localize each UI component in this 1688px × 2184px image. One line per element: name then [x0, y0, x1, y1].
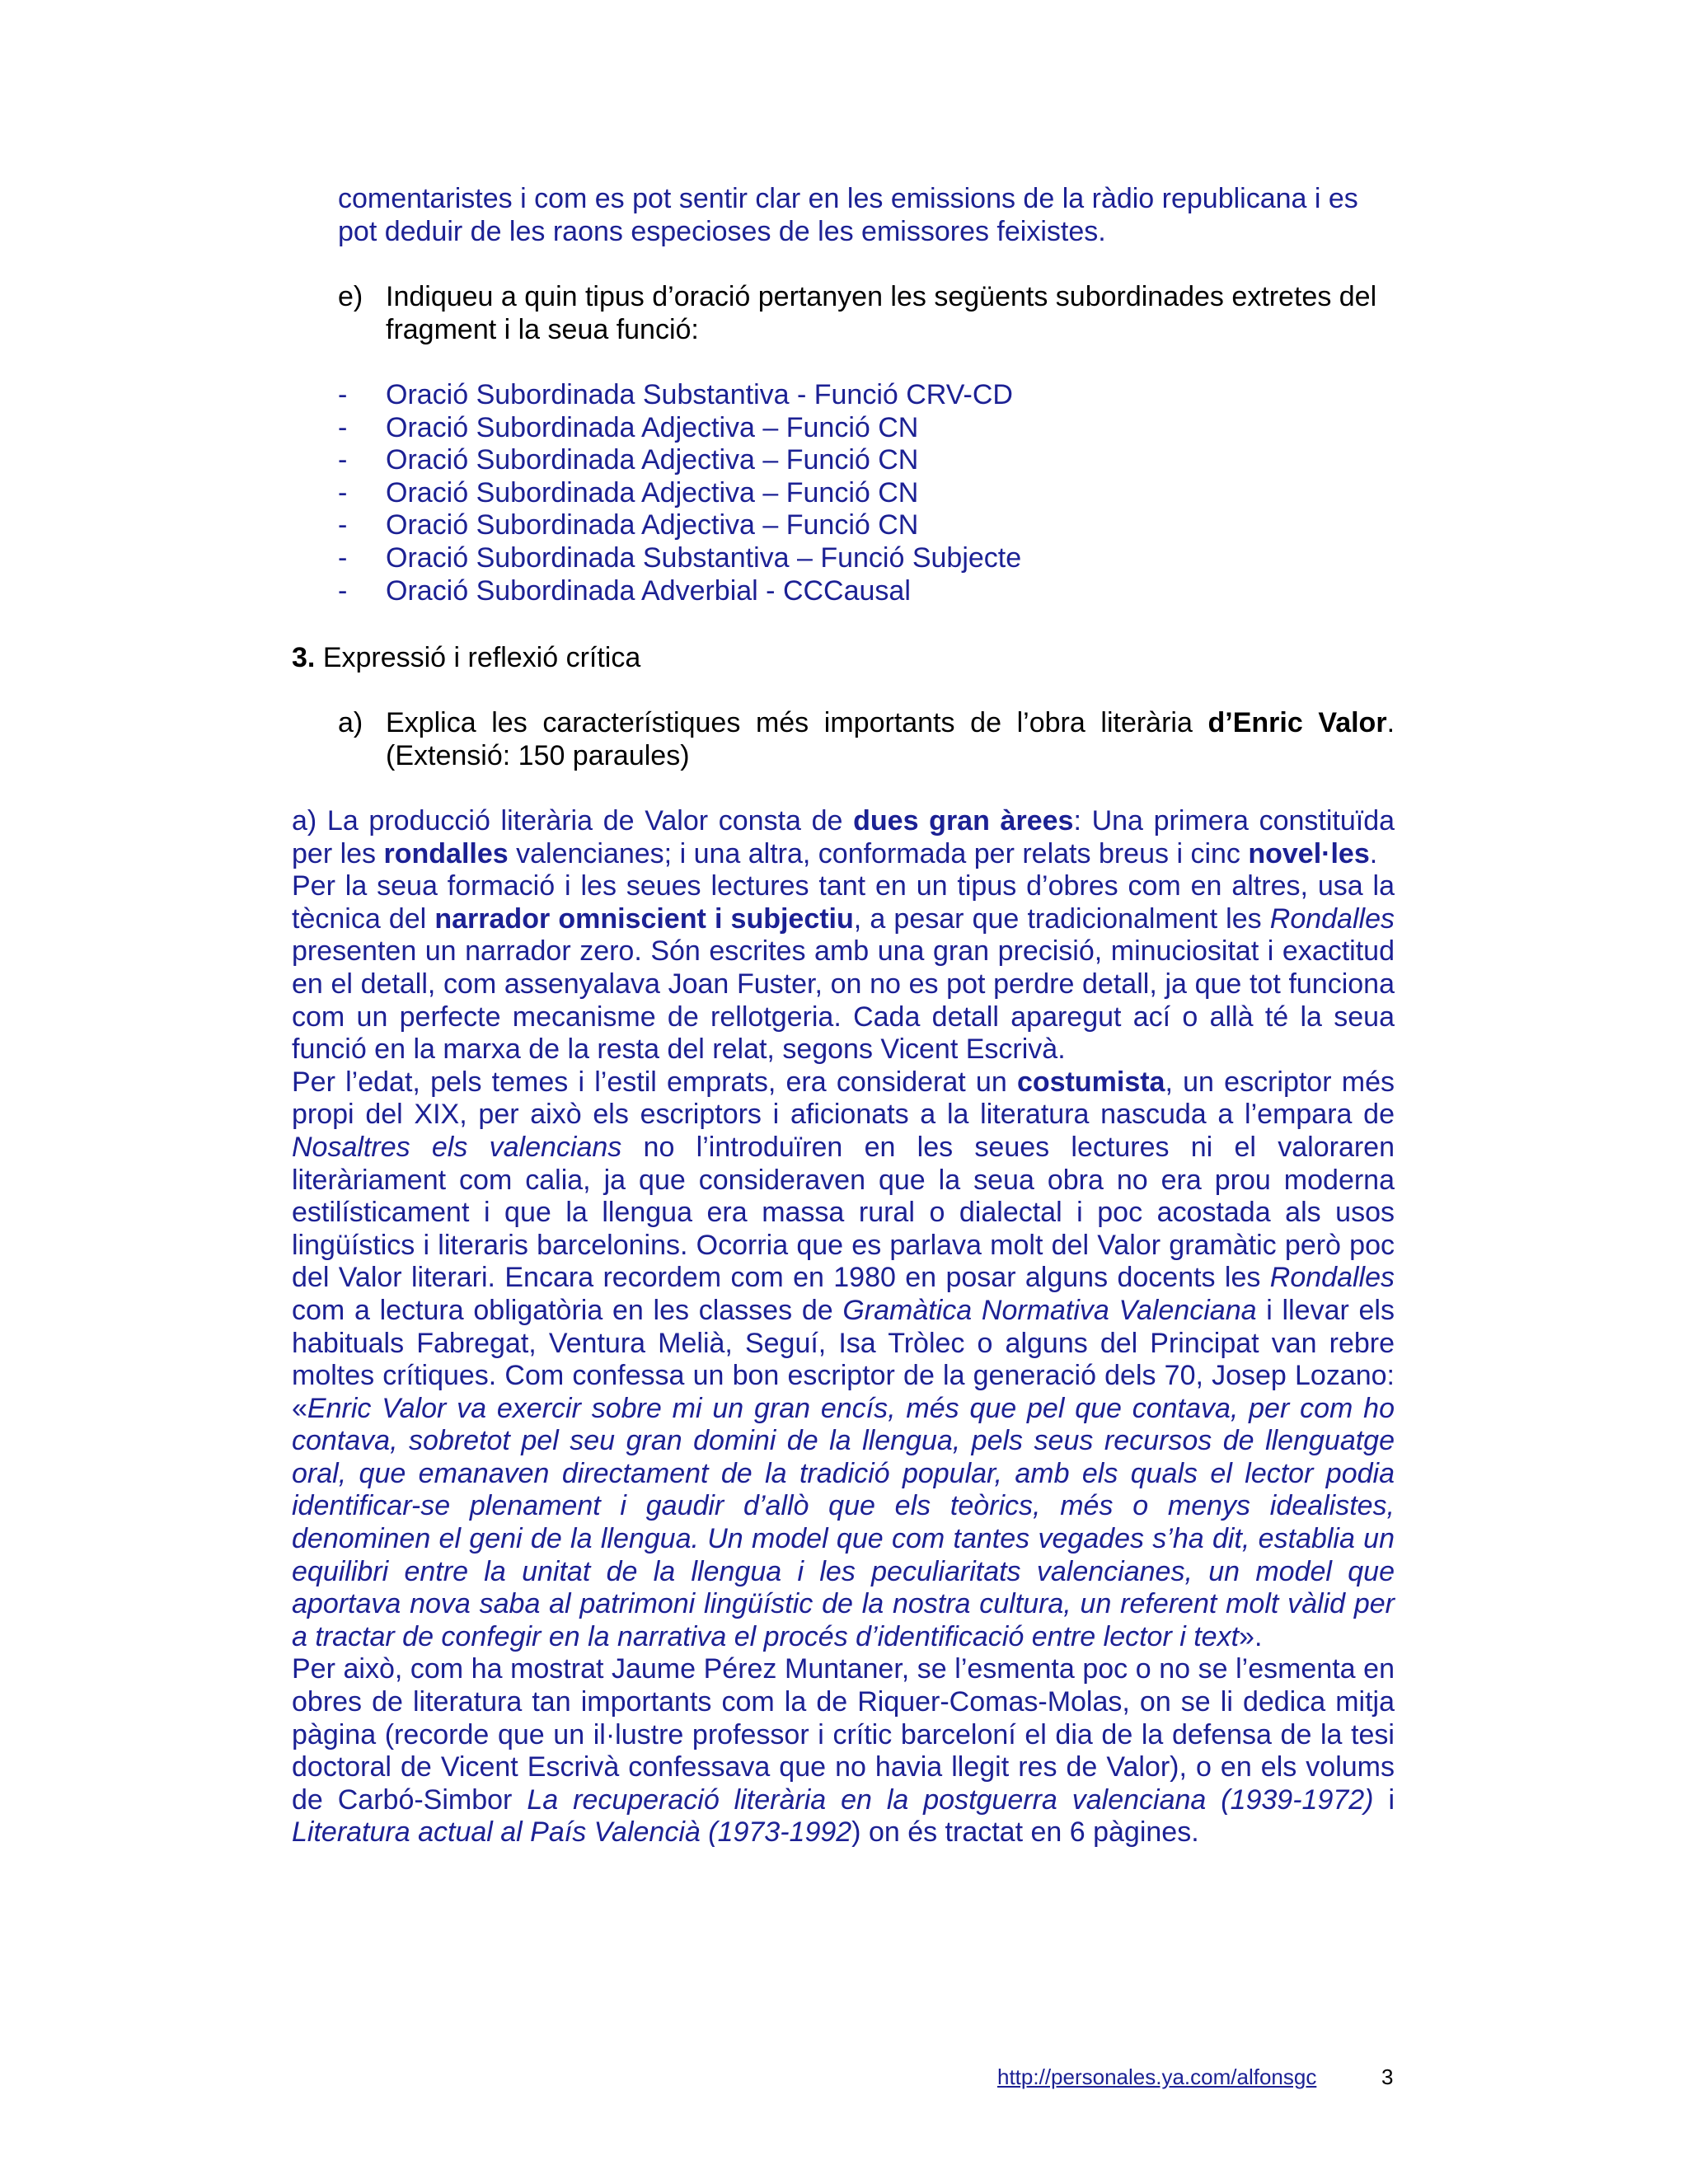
- list-item: [338, 575, 1080, 608]
- list-item: [338, 477, 1080, 510]
- list-item-text: Oració Subordinada Substantiva - Funció CRV-CD: [386, 379, 1013, 410]
- lozano-quote: Enric Valor va exercir sobre mi un gran encís, més que pel que contava, per com ho contava, sobretot pel seu gran domini de la llengua, pels seus recursos de llenguatge oral, que emanaven directament de la tradició popular, amb els quals el lector podia identificar-se plenament i gaudir d’allò que els teòrics, més o menys idealistes, denominen el geni de la llengua. Un model que com tantes vegades s’ha dit, establia un equilibri entre la unitat de la llengua i les peculiaritats valencianes, un model que aportava nova saba al patrimoni lingüístic de la nostra cultura, un referent molt vàlid per a tractar de confegir en la narrativa el procés d’identificació entre lector i text: [292, 1392, 1395, 1652]
- question-a-label: a): [338, 707, 363, 738]
- question-e: [338, 281, 1395, 346]
- author-name: d’Enric Valor: [1207, 707, 1387, 738]
- answer-paragraph-2: Per la seua formació i les seues lectures tant en un tipus d’obres com en altres, usa la tècnica del narrador omniscient i subjectiu, a pesar que tradicionalment les Rondalles presenten un narrador zero. Són escrites amb una gran precisió, minuciositat i exactitud en el detall, com assenyalava Joan Fuster, on no es pot perdre detall, ja que tot funciona com un perfecte mecanisme de rellotgeria. Cada detall aparegut ací o allà té la seua funció en la marxa de la resta del relat, segons Vicent Escrivà.: [292, 870, 1395, 1066]
- question-e-line-1: Indiqueu a quin tipus d’oració pertanyen les següents subordinades extretes del: [386, 281, 1377, 312]
- list-item-text: Oració Subordinada Adjectiva – Funció CN: [386, 509, 919, 541]
- list-item: [338, 542, 1080, 575]
- list-item: [338, 379, 1080, 412]
- list-dash: -: [338, 444, 348, 476]
- list-dash: -: [338, 509, 348, 541]
- list-item: [338, 509, 1080, 542]
- list-item-text: Oració Subordinada Adjectiva – Funció CN: [386, 476, 919, 509]
- section-3-title: Expressió i reflexió crítica: [322, 642, 641, 673]
- list-item-text: Oració Subordinada Adjectiva – Funció CN: [386, 411, 919, 443]
- list-dash: -: [338, 411, 348, 443]
- answer-paragraph-4: Per això, com ha mostrat Jaume Pérez Muntaner, se l’esmenta poc o no se l’esmenta en obres de literatura tan importants com la de Riquer-Comas-Molas, on se li dedica mitja pàgina (recorde que un il·lustre professor i crític barceloní el dia de la defensa de la tesi doctoral de Vicent Escrivà confessava que no havia llegit res de Valor), o en els volums de Carbó-Simbor La recuperació literària en la postguerra valenciana (1939-1972) i Literatura actual al País Valencià (1973-1992) on és tractat en 6 pàgines.: [292, 1653, 1395, 1849]
- list-item-text: Oració Subordinada Adjectiva – Funció CN: [386, 444, 919, 476]
- list-item: [338, 444, 1080, 477]
- list-dash: -: [338, 541, 348, 574]
- answers-e-list: [338, 379, 1080, 607]
- list-dash: -: [338, 574, 348, 607]
- footer-url-link[interactable]: http://personales.ya.com/alfonsgc: [997, 2064, 1317, 2089]
- list-dash: -: [338, 379, 348, 410]
- section-3-heading: [292, 642, 640, 675]
- continuation-paragraph: [338, 183, 1395, 248]
- answer-a-body: [292, 805, 1395, 1849]
- list-item-text: Oració Subordinada Substantiva – Funció Subjecte: [386, 541, 1022, 574]
- list-item-text: Oració Subordinada Adverbial - CCCausal: [386, 574, 911, 607]
- continuation-line-1: comentaristes i com es pot sentir clar en les emissions de la ràdio republicana i es: [338, 183, 1358, 214]
- answer-paragraph-1: a) La producció literària de Valor consta de dues gran àrees: Una primera constituïda per les rondalles valencianes; i una altra, conformada per relats breus i cinc novel·les.: [292, 805, 1395, 869]
- list-dash: -: [338, 476, 348, 509]
- section-3-number: 3.: [292, 642, 316, 673]
- question-e-line-2: fragment i la seua funció:: [386, 313, 699, 345]
- page-number: 3: [1381, 2064, 1394, 2089]
- continuation-line-2: pot deduir de les raons especioses de les emissores feixistes.: [338, 215, 1106, 247]
- question-a-line-1: Explica les característiques més importants de l’obra literària d’Enric Valor.: [386, 707, 1395, 738]
- list-item: [338, 412, 1080, 445]
- answer-paragraph-3: Per l’edat, pels temes i l’estil emprats, era considerat un costumista, un escriptor més propi del XIX, per això els escriptors i aficionats a la literatura nascuda a l’empara de Nosaltres els valencians no l’introduïren en les seues lectures ni el valoraren literàriament com calia, ja que consideraven que la seua obra no era prou moderna estilísticament i que la llengua era massa rural o dialectal i poc acostada als usos lingüístics i literaris barcelonins. Ocorria que es parlava molt del Valor gramàtic però poc del Valor literari. Encara recordem com en 1980 en posar alguns docents les Rondalles com a lectura obligatòria en les classes de Gramàtica Normativa Valenciana i llevar els habituals Fabregat, Ventura Melià, Seguí, Isa Tròlec o alguns del Principat van rebre moltes crítiques. Com confessa un bon escriptor de la generació dels 70, Josep Lozano: «Enric Valor va exercir sobre mi un gran encís, més que pel que contava, per com ho contava, sobretot pel seu gran domini de la llengua, pels seus recursos de llenguatge oral, que emanaven directament de la tradició popular, amb els quals el lector podia identificar-se plenament i gaudir d’allò que els teòrics, més o menys idealistes, denominen el geni de la llengua. Un model que com tantes vegades s’ha dit, establia un equilibri entre la unitat de la llengua i les peculiaritats valencianes, un model que aportava nova saba al patrimoni lingüístic de la nostra cultura, un referent molt vàlid per a tractar de confegir en la narrativa el procés d’identificació entre lector i text».: [292, 1066, 1395, 1652]
- question-a: [338, 707, 1395, 772]
- question-e-label: e): [338, 281, 363, 312]
- question-a-line-2: (Extensió: 150 paraules): [386, 739, 690, 771]
